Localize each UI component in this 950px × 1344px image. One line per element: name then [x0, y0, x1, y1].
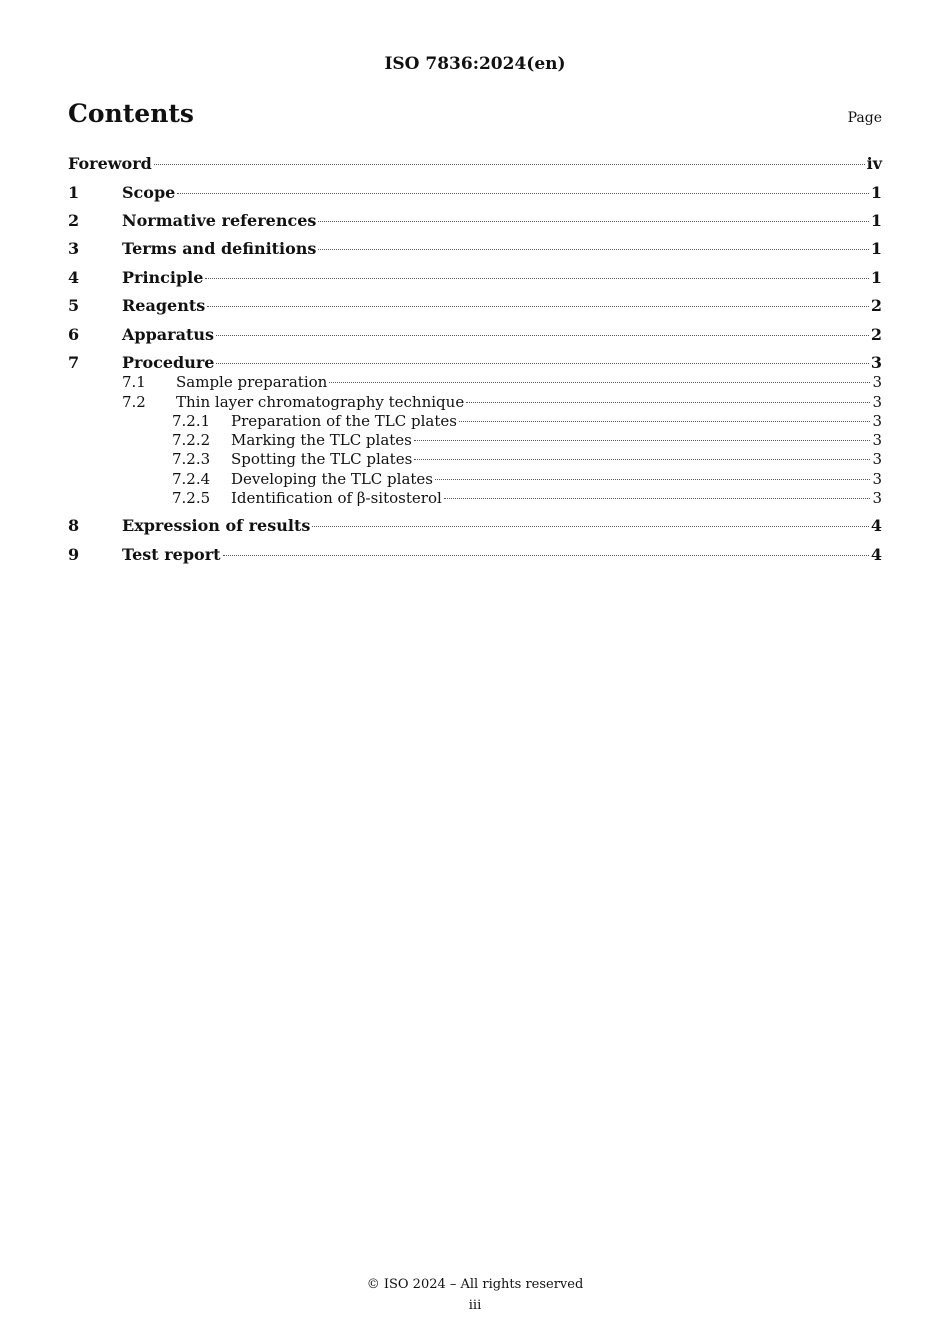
toc-entry-number: 7.2.2	[172, 431, 211, 449]
toc-entry-page: 1	[870, 211, 882, 230]
toc-leader	[177, 193, 869, 194]
toc-entry-number: 6	[68, 325, 80, 344]
toc-entry-title: Thin layer chromatography technique	[176, 393, 465, 411]
toc-entry-title: Preparation of the TLC plates	[231, 412, 457, 430]
toc-entry-foreword[interactable]	[68, 154, 882, 174]
toc-entry-number: 1	[68, 183, 80, 202]
toc-entry-number: 7	[68, 353, 80, 372]
toc-entry-7-2-4[interactable]	[68, 470, 882, 489]
toc-entry-3[interactable]	[68, 239, 882, 259]
toc-entry-number: 4	[68, 268, 80, 287]
toc-leader	[223, 555, 869, 556]
toc-entry-number: 7.2.4	[172, 470, 211, 488]
toc-entry-7-1[interactable]	[68, 373, 882, 392]
toc-entry-number: 8	[68, 516, 80, 535]
toc-entry-page: iv	[866, 154, 882, 173]
contents-heading: Contents	[68, 99, 195, 128]
toc-leader	[459, 421, 871, 422]
toc-entry-number: 7.2.5	[172, 489, 211, 507]
toc-entry-title: Terms and definitions	[122, 239, 317, 258]
toc-entry-title: Normative references	[122, 211, 317, 230]
toc-entry-page: 2	[870, 325, 882, 344]
toc-entry-7-2-1[interactable]	[68, 412, 882, 431]
toc-leader	[216, 335, 869, 336]
page-column-label: Page	[847, 110, 882, 126]
toc-entry-page: 3	[870, 353, 882, 372]
toc-leader	[216, 363, 868, 364]
toc-entry-page: 3	[872, 393, 882, 411]
toc-leader	[435, 479, 870, 480]
toc-entry-page: 4	[870, 516, 882, 535]
toc-leader	[414, 440, 871, 441]
toc-entry-title: Developing the TLC plates	[231, 470, 434, 488]
toc-leader	[207, 306, 869, 307]
toc-entry-page: 3	[872, 412, 882, 430]
toc-entry-8[interactable]	[68, 516, 882, 536]
toc-entry-title: Procedure	[122, 353, 215, 372]
toc-leader	[205, 278, 868, 279]
toc-entry-number: 2	[68, 211, 80, 230]
toc-leader	[414, 459, 870, 460]
toc-entry-number: 7.1	[122, 373, 146, 391]
toc-entry-4[interactable]	[68, 268, 882, 288]
document-id: ISO 7836:2024(en)	[384, 54, 566, 74]
toc-entry-number: 7.2.3	[172, 450, 211, 468]
toc-entry-page: 1	[870, 183, 882, 202]
toc-entry-6[interactable]	[68, 325, 882, 345]
toc-leader	[318, 249, 868, 250]
toc-leader	[318, 221, 868, 222]
toc-entry-page: 3	[872, 373, 882, 391]
toc-entry-title: Foreword	[68, 154, 152, 173]
toc-entry-title: Sample preparation	[176, 373, 328, 391]
toc-entry-title: Expression of results	[122, 516, 311, 535]
toc-entry-2[interactable]	[68, 211, 882, 231]
toc-entry-9[interactable]	[68, 545, 882, 565]
toc-entry-7-2-5[interactable]	[68, 489, 882, 508]
footer-copyright: © ISO 2024 – All rights reserved	[366, 1277, 584, 1292]
toc-entry-title: Reagents	[122, 296, 206, 315]
toc-entry-7-2[interactable]	[68, 393, 882, 412]
toc-entry-number: 9	[68, 545, 80, 564]
toc-entry-title: Test report	[122, 545, 221, 564]
toc-entry-number: 7.2.1	[172, 412, 211, 430]
toc-entry-page: 1	[870, 268, 882, 287]
toc-entry-title: Scope	[122, 183, 176, 202]
toc-entry-page: 1	[870, 239, 882, 258]
toc-entry-title: Spotting the TLC plates	[231, 450, 413, 468]
toc-entry-page: 2	[870, 296, 882, 315]
toc-leader	[312, 526, 869, 527]
toc-entry-7-2-2[interactable]	[68, 431, 882, 450]
toc-entry-title: Marking the TLC plates	[231, 431, 412, 449]
toc-entry-page: 3	[872, 450, 882, 468]
toc-entry-title: Principle	[122, 268, 204, 287]
toc-entry-number: 3	[68, 239, 80, 258]
toc-entry-7-2-3[interactable]	[68, 450, 882, 469]
toc-leader	[466, 402, 870, 403]
toc-entry-page: 4	[870, 545, 882, 564]
toc-leader	[154, 164, 865, 165]
toc-entry-number: 7.2	[122, 393, 146, 411]
toc-entry-1[interactable]	[68, 183, 882, 203]
toc-entry-5[interactable]	[68, 296, 882, 316]
footer-page-number: iii	[468, 1298, 482, 1313]
toc-entry-number: 5	[68, 296, 80, 315]
toc-entry-page: 3	[872, 489, 882, 507]
toc-leader	[329, 382, 870, 383]
toc-entry-page: 3	[872, 470, 882, 488]
toc-entry-title: Apparatus	[122, 325, 214, 344]
toc-leader	[444, 498, 871, 499]
toc-entry-page: 3	[872, 431, 882, 449]
toc-entry-title: Identification of β-sitosterol	[231, 489, 442, 507]
toc-entry-7[interactable]	[68, 353, 882, 373]
